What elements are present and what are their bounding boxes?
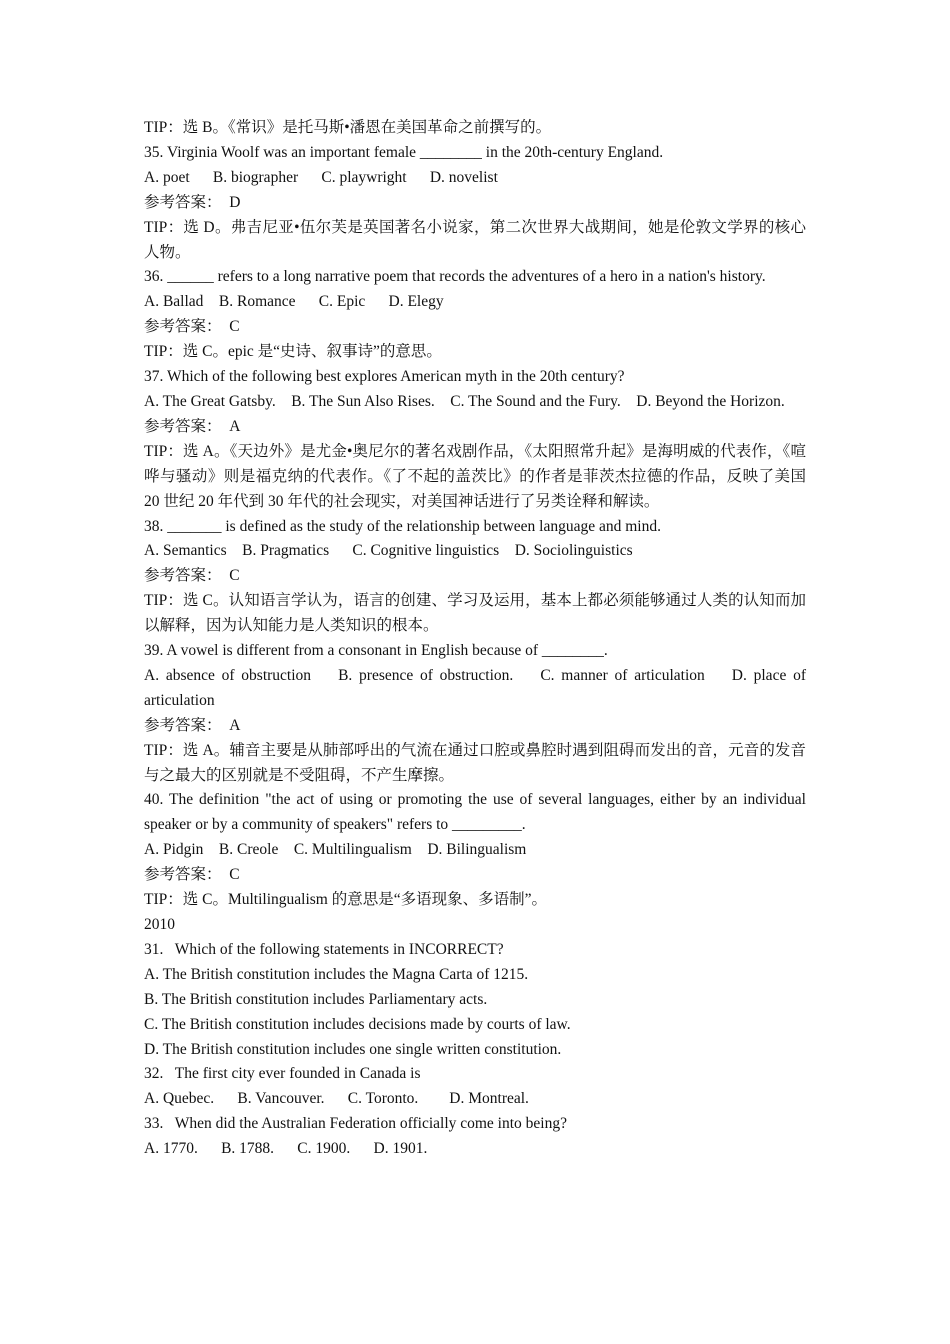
text-line: A. Semantics B. Pragmatics C. Cognitive linguistics D. Sociolinguistics [144, 542, 633, 560]
text-line: A. absence of obstruction B. presence of obstruction. C. manner of articulation D. place of articulation [144, 666, 810, 709]
text-line: A. Pidgin B. Creole C. Multilingualism D. Bilingualism [144, 841, 527, 859]
text-line: TIP：选 A。辅音主要是从肺部呼出的气流在通过口腔或鼻腔时遇到阻碍而发出的音，元音的发音与之最大的区别就是不受阻碍，不产生摩擦。 [144, 741, 806, 784]
text-line: B. The British constitution includes Parliamentary acts. [144, 990, 488, 1008]
text-line: 参考答案： D [144, 193, 241, 211]
text-line: 31. Which of the following statements in INCORRECT? [144, 940, 504, 958]
text-line: A. 1770. B. 1788. C. 1900. D. 1901. [144, 1140, 428, 1158]
text-line: TIP：选 C。Multilingualism 的意思是“多语现象、多语制”。 [144, 891, 547, 909]
text-line: 参考答案： A [144, 417, 241, 435]
text-line: D. The British constitution includes one single written constitution. [144, 1040, 562, 1058]
text-line: A. Ballad B. Romance C. Epic D. Elegy [144, 293, 444, 311]
text-line: TIP：选 C。epic 是“史诗、叙事诗”的意思。 [144, 343, 442, 361]
text-line: A. Quebec. B. Vancouver. C. Toronto. D. Montreal. [144, 1090, 529, 1108]
text-line: 32. The first city ever founded in Canada is [144, 1065, 421, 1083]
text-line: 参考答案： C [144, 567, 240, 585]
text-line: 33. When did the Australian Federation officially come into being? [144, 1115, 567, 1133]
text-line: 37. Which of the following best explores American myth in the 20th century? [144, 368, 625, 386]
text-line: 40. The definition "the act of using or promoting the use of several languages, either by an individual speaker or by a community of speakers" refers to _________. [144, 791, 810, 834]
text-line: TIP：选 C。认知语言学认为，语言的创建、学习及运用，基本上都必须能够通过人类的认知而加以解释，因为认知能力是人类知识的根本。 [144, 592, 806, 635]
text-line: 2010 [144, 916, 175, 933]
text-line: 参考答案： C [144, 318, 240, 336]
text-line: 39. A vowel is different from a consonant in English because of ________. [144, 642, 608, 660]
text-line: A. poet B. biographer C. playwright D. novelist [144, 168, 498, 186]
text-line: A. The British constitution includes the Magna Carta of 1215. [144, 965, 529, 983]
text-line: TIP：选 D。弗吉尼亚•伍尔芙是英国著名小说家，第二次世界大战期间，她是伦敦文学界的核心人物。 [144, 218, 806, 261]
text-line: TIP：选 A。《天边外》是尤金•奥尼尔的著名戏剧作品，《太阳照常升起》是海明威的代表作，《喧哗与骚动》则是福克纳的代表作。《了不起的盖茨比》的作者是菲茨杰拉德的作品，反映了美国 20 世纪 20 年代到 30 年代的社会现实，对美国神话进行了另类诠释和解读。 [144, 442, 810, 510]
text-line: A. The Great Gatsby. B. The Sun Also Rises. C. The Sound and the Fury. D. Beyond the Horizon. [144, 392, 785, 410]
text-line: C. The British constitution includes decisions made by courts of law. [144, 1015, 571, 1033]
text-line: 38. _______ is defined as the study of the relationship between language and mind. [144, 517, 661, 535]
text-line: TIP：选 B。《常识》是托马斯•潘恩在美国革命之前撰写的。 [144, 119, 552, 136]
text-line: 35. Virginia Woolf was an important female ________ in the 20th-century England. [144, 143, 664, 161]
text-line: 参考答案： A [144, 716, 241, 734]
text-line: 36. ______ refers to a long narrative poem that records the adventures of a hero in a nation's history. [144, 268, 766, 286]
text-line: 参考答案： C [144, 866, 240, 884]
document-page [144, 116, 810, 1162]
